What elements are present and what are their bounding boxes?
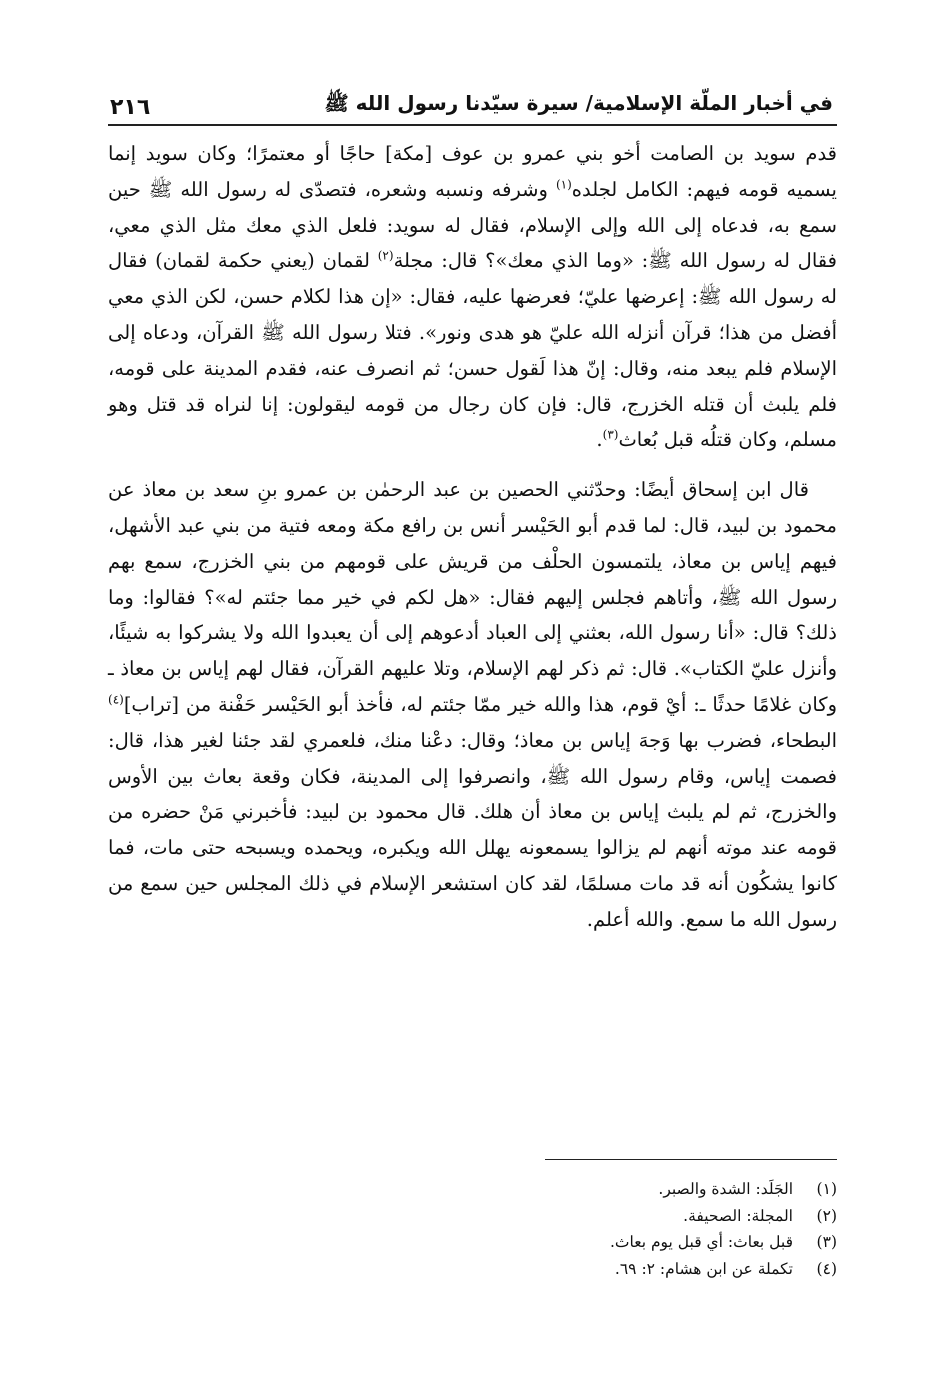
footnote-number: (١) [816,1180,837,1198]
footnote-number: (٤) [816,1259,837,1278]
footnote-text: قبل بعاث: أي قبل يوم بعاث. [609,1233,793,1251]
footnote-text: المجلة: الصحيفة. [683,1206,793,1225]
paragraph-2 [108,472,837,937]
paragraph-1-part-1: قدم سويد بن الصامت أخو بني عمرو بن عوف [مكة] حاجًا أو معتمرًا؛ وكان سويد إنما يسميه قومه فيهم: الكامل لجلده [108,142,837,201]
footnote-2 [137,1203,837,1230]
paragraph-1-part-2: وشرفه ونسبه وشعره، فتصدّى له رسول الله ﷺ حين سمع به، فدعاه إلى الله وإلى الإسلام، فقال له سويد: فلعل الذي معك مثل الذي معي، فقال له رسول الله ﷺ: «وما الذي معك»؟ قال: مجلة [108,177,837,273]
footnote-1 [137,1176,837,1203]
footnote-text: الجَلَد: الشدة والصبر. [658,1180,793,1198]
footnote-marker-3: (٣) [602,427,619,442]
paragraph-2-part-2: البطحاء، فضرب بها وَجهَ إياس بن معاذ؛ وقال: دعْنا منك، فلعمري لقد جئنا لغير هذا، قال: فصمت إياس، وقام رسول الله ﷺ، وانصرفوا إلى المدينة، فكان وقعة بعاث بين الأوس والخزرج، ثم لم يلبث إياس بن معاذ أن هلك. قال محمود بن لبيد: فأخبرني مَنْ حضره من قومه عند موته أنهم لم يزالوا يسمعونه يهلل الله ويكبره، ويحمده ويسبحه حتى مات، فما كانوا يشكُون أنه قد مات مسلمًا، لقد كان استشعر الإسلام في ذلك المجلس حين سمع من رسول الله ما سمع. والله أعلم. [108,728,837,931]
page-number: ٢١٦ [110,95,151,120]
footnote-number: (٢) [816,1206,837,1225]
footnote-4 [137,1256,837,1283]
footnote-marker-1: (١) [555,177,572,192]
footnote-3 [137,1229,837,1256]
footnote-marker-2: (٢) [377,248,394,263]
running-title: في أخبار الملّة الإسلامية/ سيرة سيّدنا رسول الله ﷺ [324,91,833,115]
footnote-number: (٣) [816,1233,837,1251]
header-rule [108,124,837,126]
footnotes [137,1176,837,1282]
paragraph-1-part-3: لقمان (يعني حكمة لقمان) فقال له رسول الله ﷺ: إعرضها عليّ؛ فعرضها عليه، فقال: «إن هذا لكلام حسن، لكن الذي معي أفضل من هذا؛ قرآن أنزله الله عليّ هو هدى ونور». فتلا رسول الله ﷺ القرآن، ودعاه إلى الإسلام فلم يبعد منه، وقال: إنّ هذا لَقول حسن؛ ثم انصرف عنه، فقدم المدينة على قومه، فلم يلبث أن قتله الخزرج، قال: فإن كان رجال من قومه ليقولون: إنا لنراه قد قتل وهو مسلم، وكان قتلُه قبل بُعاث [108,249,837,452]
footnote-rule [545,1159,837,1160]
paragraph-2-part-1: قال ابن إسحاق أيضًا: وحدّثني الحصين بن عبد الرحمٰن بن عمرو بنِ سعد بن معاذ عن محمود بن لبيد، قال: لما قدم أبو الحَيْسر أنس بن رافع مكة ومعه فتية من بني عبد الأشهل، فيهم إياس بن معاذ، يلتمسون الحلْف من قريش على قومهم من بني الخزرج، سمع بهم رسول الله ﷺ، وأتاهم فجلس إليهم فقال: «هل لكم في خير مما جئتم له»؟ فقالوا: وما ذلك؟ قال: «أنا رسول الله، بعثني إلى العباد أدعوهم إلى أن يعبدوا الله ولا يشركوا به شيئًا، وأنزل عليّ الكتاب». قال: ثم ذكر لهم الإسلام، وتلا عليهم القرآن، فقال لهم إياس بن معاذ ـ وكان غلامًا حدثًا ـ: أيْ قوم، هذا والله خير ممّا جئتم له، فأخذ أبو الحَيْسر حَفْنة من [تراب] [108,478,837,716]
footnote-text: تكملة عن ابن هشام: ٢: ٦٩. [614,1259,793,1278]
paragraph-1-part-4: . [596,428,603,452]
running-head [110,80,833,120]
main-text [108,136,837,938]
paragraph-1 [108,136,837,458]
footnote-marker-4: (٤) [108,692,124,707]
